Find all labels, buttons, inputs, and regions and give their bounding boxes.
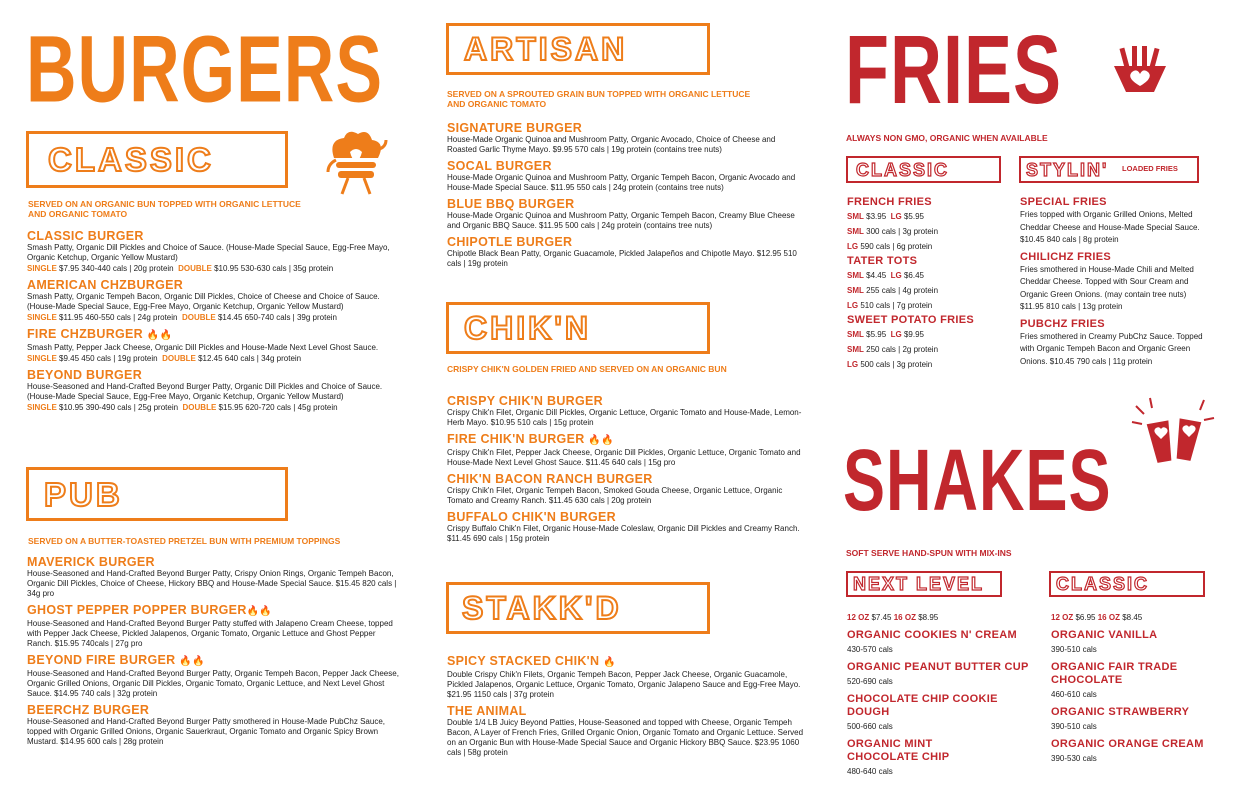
item-desc: Crispy Buffalo Chik'n Filet, Organic House-Made Coleslaw, Organic Dill Pickles and Creamy Ranch. $11.45 690 cals | 15g protein [447,524,800,543]
item-name: ORGANIC ORANGE CREAM [1051,738,1204,750]
item-name: FIRE CHZBURGER [27,327,144,341]
fire-icon: 🔥🔥 [179,656,205,667]
nutrition: 250 cals | 2g protein [866,345,939,354]
item-desc: House-Made Organic Quinoa and Mushroom Patty, Organic Tempeh Bacon, Organic Avocado and House-Made Special Sauce. $11.95 550 cals | 24g protein (contains tree nuts) [447,173,796,192]
list-item[interactable] [1020,196,1210,247]
double-label: DOUBLE [181,313,216,322]
item-name: SWEET POTATO FRIES [847,314,975,326]
shakes-tagline: SOFT SERVE HAND-SPUN WITH MIX-INS [846,548,1012,558]
item-desc: House-Seasoned and Hand-Crafted Beyond Burger Patty smothered in House-Made PubChz Sauce, topped with Organic Grilled Onions, Organic Sauerkraut, Organic Tomato and Organic Spicy Brown Mustard. $14.95 600 cals | 28g protein [27,717,385,746]
item-desc: House-Seasoned and Hand-Crafted Beyond Burger Patty, Organic Dill Pickles and Choice of Sauce. (House-Made Special Sauce, Egg-Free Mayo, Organic Ketchup, Organic Yellow Mustard) [27,382,383,401]
fries-classic-heading: CLASSIC [856,160,950,180]
nutrition: 255 cals | 4g protein [866,286,939,295]
size-label: SML [847,330,864,339]
size-label: SML [847,227,864,236]
artisan-tagline: SERVED ON A SPROUTED GRAIN BUN TOPPED WITH ORGANIC LETTUCE AND ORGANIC TOMATO [447,89,751,109]
next-level-heading: NEXT LEVEL [853,574,985,594]
item-desc: House-Made Organic Quinoa and Mushroom Patty, Organic Avocado, Choice of Cheese and Roasted Garlic Thyme Mayo. $9.95 570 cals | 19g protein (contains tree nuts) [447,135,776,154]
item-desc: Smash Patty, Organic Dill Pickles and Choice of Sauce. (House-Made Special Sauce, Egg-Free Mayo, Organic Ketchup, Organic Yellow Mustard) [27,243,390,262]
item-desc: Smash Patty, Organic Tempeh Bacon, Organic Dill Pickles, Choice of Cheese and Choice of Sauce. (House-Made Special Sauce, Egg-Free Mayo, Organic Ketchup, Organic Yellow Mustard) [27,292,380,311]
list-item[interactable] [447,654,807,700]
shake-cups-icon [1128,396,1218,468]
item-desc: House-Made Organic Quinoa and Mushroom Patty, Organic Tempeh Bacon, Creamy Blue Cheese and Organic BBQ Sauce. $11.95 500 cals | 24g protein (contains tree nuts) [447,211,795,230]
list-item[interactable] [847,314,1012,372]
list-item[interactable] [1051,738,1231,764]
nutrition: 300 cals | 3g protein [866,227,939,236]
item-desc: Smash Patty, Pepper Jack Cheese, Organic Dill Pickles and House-Made Next Level Ghost Sauce. [27,343,379,352]
item-name: CHOCOLATE CHIP COOKIE DOUGH [847,693,998,718]
item-cals: 480-640 cals [847,767,893,776]
size-label: 16 OZ [1097,613,1120,622]
chikn-tagline: CRISPY CHIK'N GOLDEN FRIED AND SERVED ON AN ORGANIC BUN [447,364,727,374]
list-item[interactable] [447,394,807,428]
nutrition: 590 cals | 6g protein [860,242,933,251]
shakes-classic-list [1051,610,1231,770]
list-item[interactable] [447,197,807,231]
item-desc: Fries smothered in Creamy PubChz Sauce. Topped with Organic Tempeh Bacon and Organic Green Onions. $10.45 790 cals | 11g protein [1020,331,1203,366]
item-cals: 430-570 cals [847,645,893,654]
single-label: SINGLE [27,264,57,273]
item-name: CHIPOTLE BURGER [447,235,573,249]
item-name: FIRE CHIK'N BURGER [447,432,585,446]
item-name: ORGANIC PEANUT BUTTER CUP [847,661,1029,673]
list-item[interactable] [447,432,807,468]
single-label: SINGLE [27,313,57,322]
item-name: ORGANIC STRAWBERRY [1051,706,1190,718]
classic-tagline: SERVED ON AN ORGANIC BUN TOPPED WITH ORGANIC LETTUCE AND ORGANIC TOMATO [28,199,301,219]
price: $3.95 [866,212,887,221]
price: $8.45 [1122,613,1143,622]
list-item[interactable] [27,278,407,323]
stakkd-list [447,654,807,762]
size-label: 12 OZ [1051,613,1074,622]
size-label: 12 OZ [847,613,870,622]
size-label: SML [847,271,864,280]
artisan-heading: ARTISAN [464,31,628,67]
item-desc: House-Seasoned and Hand-Crafted Beyond Burger Patty stuffed with Jalapeno Cream Cheese, topped with Pepper Jack Cheese, Pickled Jalapenos, Organic Tomato, Organic Lettuce and Ghost Pepper Ranch. $15.95 740cals | 27g pro [27,619,393,648]
single-label: SINGLE [27,354,57,363]
item-desc: Crispy Chik'n Filet, Organic Dill Pickles, Organic Lettuce, Organic Tomato and House-Made, Lemon-Herb Mayo. $10.95 510 cals | 15g protein [447,408,802,427]
item-desc: Double 1/4 LB Juicy Beyond Patties, House-Seasoned and topped with Cheese, Organic Tempeh Bacon, A Layer of French Fries, Grilled Organic Onion, Organic Tomato and Organic Lettuce. Served on an Organic Bun with House-Made Special Sauce and Organic Hickory BBQ Sauce. $23.95 1060 cals | 58g protein [447,718,804,757]
double-label: DOUBLE [182,403,217,412]
burger-mascot-icon [326,130,388,198]
item-name: CRISPY CHIK'N BURGER [447,394,603,408]
fries-heart-icon [1108,44,1172,96]
size-label: LG [890,212,902,221]
pub-burgers-list [27,555,402,751]
item-name: BEERCHZ BURGER [27,703,150,717]
list-item[interactable] [447,704,807,758]
item-name: ORGANIC MINT CHOCOLATE CHIP [847,738,950,763]
stakkd-heading: STAKK'D [462,590,622,626]
list-item[interactable] [27,555,402,599]
item-desc: Fries smothered in House-Made Chili and Melted Cheddar Cheese. Topped with Sour Cream and Organic Green Onions. (may contain tree nuts) $11.95 810 cals | 13g protein [1020,264,1194,311]
pub-tagline: SERVED ON A BUTTER-TOASTED PRETZEL BUN WITH PREMIUM TOPPINGS [28,536,341,546]
chikn-list [447,394,807,548]
double-price: $12.45 640 cals | 34g protein [198,354,302,363]
fries-stylin-list [1020,196,1210,372]
item-desc: Fries topped with Organic Grilled Onions, Melted Cheddar Cheese and House-Made Special Sauce. $10.45 840 cals | 8g protein [1020,210,1200,244]
list-item[interactable] [847,738,967,777]
chikn-heading: CHIK'N [464,310,591,346]
list-item[interactable] [27,229,407,274]
item-name: ORGANIC VANILLA [1051,629,1158,641]
fire-icon: 🔥🔥 [246,606,273,617]
single-price: $9.45 450 cals | 19g protein [59,354,158,363]
fries-stylin-subheading: LOADED FRIES [1122,164,1178,173]
fries-stylin-heading: STYLIN' [1026,160,1109,180]
item-desc: Double Crispy Chik'n Filets, Organic Tempeh Bacon, Pepper Jack Cheese, Organic Guacamole, Pickled Jalapenos, Organic Lettuce, Organic Tomato, Organic Jalapeno Sauce and Egg-Free Mayo. $21.95 1150 cals | 37g protein [447,670,801,699]
list-item[interactable] [847,661,1042,687]
item-name: BEYOND FIRE BURGER [27,653,176,667]
price: $6.45 [903,271,924,280]
double-price: $14.45 650-740 cals | 39g protein [217,313,338,322]
price: $7.45 [871,613,892,622]
list-item[interactable] [447,235,807,269]
item-name: FRENCH FRIES [847,196,932,208]
item-name: ORGANIC FAIR TRADE CHOCOLATE [1051,661,1178,686]
item-desc: House-Seasoned and Hand-Crafted Beyond Burger Patty, Organic Tempeh Bacon, Pepper Jack Cheese, Organic Grilled Onions, Organic Dill Pickles, Organic Tomato, Organic Lettuce, and Next Level Ghost Sauce. $14.95 740 cals | 32g protein [27,669,399,698]
list-item[interactable] [27,327,407,364]
list-item[interactable] [1020,251,1210,314]
list-item[interactable] [27,653,402,699]
item-cals: 520-690 cals [847,677,893,686]
price: $9.95 [903,330,924,339]
item-name: THE ANIMAL [447,704,527,718]
pub-heading: PUB [44,476,123,513]
item-name: MAVERICK BURGER [27,555,155,569]
item-cals: 390-510 cals [1051,645,1097,654]
price: $5.95 [903,212,924,221]
list-item[interactable] [1051,629,1231,655]
single-label: SINGLE [27,403,57,412]
item-desc: House-Seasoned and Hand-Crafted Beyond Burger Patty, Crispy Onion Rings, Organic Tempeh Bacon, Organic Dill Pickles, Choice of Cheese, Hickory BBQ and House-Made Special Sauce. $15.45 820 cals | 34g pro [27,569,397,598]
item-desc: Crispy Chik'n Filet, Organic Tempeh Bacon, Smoked Gouda Cheese, Organic Lettuce, Organic Tomato and Creamy Ranch. $11.45 630 cals | 20g protein [447,486,783,505]
item-name: CHILICHZ FRIES [1020,250,1111,263]
artisan-list [447,121,807,273]
item-cals: 500-660 cals [847,722,893,731]
price: $6.95 [1075,613,1096,622]
item-name: SIGNATURE BURGER [447,121,583,135]
list-item[interactable] [847,196,1012,254]
item-name: SPICY STACKED CHIK'N [447,654,600,668]
shakes-classic-heading: CLASSIC [1056,574,1150,594]
burgers-title: BURGERS [26,16,384,122]
item-name: TATER TOTS [847,255,918,267]
item-name: PUBCHZ FRIES [1020,317,1105,330]
size-label: SML [847,286,864,295]
item-desc: Crispy Chik'n Filet, Pepper Jack Cheese, Organic Dill Pickles, Organic Lettuce, Organic Tomato and House-Made Next Level Ghost Sauce. $11.45 640 cals | 15g pro [447,448,801,467]
item-name: BLUE BBQ BURGER [447,197,575,211]
fire-icon: 🔥🔥 [588,435,614,446]
price: $5.95 [866,330,887,339]
classic-heading: CLASSIC [48,141,214,178]
item-name: SOCAL BURGER [447,159,552,173]
fire-icon: 🔥🔥 [146,330,173,341]
item-desc: Chipotle Black Bean Patty, Organic Guacamole, Pickled Jalapeños and Chipotle Mayo. $12.95 510 cals | 19g protein [447,249,797,268]
list-item[interactable] [27,603,402,649]
list-item[interactable] [1051,706,1231,732]
size-label: LG [847,360,859,369]
double-label: DOUBLE [162,354,196,363]
item-name: AMERICAN CHZBURGER [27,278,184,292]
item-cals: 460-610 cals [1051,690,1097,699]
fries-tagline: ALWAYS NON GMO, ORGANIC WHEN AVAILABLE [846,133,1048,143]
size-label: LG [890,271,902,280]
fire-icon: 🔥 [603,657,616,668]
list-item[interactable] [1051,661,1191,700]
size-label: LG [890,330,902,339]
item-name: BEYOND BURGER [27,368,143,382]
single-price: $10.95 390-490 cals | 25g protein [59,403,179,412]
double-label: DOUBLE [178,264,212,273]
price: $8.95 [918,613,939,622]
size-label: SML [847,345,864,354]
price: $4.45 [866,271,887,280]
size-label: 16 OZ [893,613,916,622]
list-item[interactable] [1020,318,1210,369]
list-item[interactable] [27,368,407,413]
nutrition: 510 cals | 7g protein [860,301,933,310]
fries-title: FRIES [845,16,1063,125]
classic-burgers-list [27,229,407,417]
list-item[interactable] [847,629,1042,655]
size-label: LG [847,242,859,251]
list-item[interactable] [447,510,807,544]
list-item[interactable] [447,472,807,506]
item-cals: 390-510 cals [1051,722,1097,731]
double-price: $15.95 620-720 cals | 45g protein [218,403,338,412]
item-name: ORGANIC COOKIES N' CREAM [847,629,1017,641]
size-label: SML [847,212,864,221]
list-item[interactable] [847,693,1042,732]
item-name: SPECIAL FRIES [1020,196,1107,208]
next-level-list [847,610,1042,783]
item-name: GHOST PEPPER POPPER BURGER [27,603,247,617]
nutrition: 500 cals | 3g protein [860,360,933,369]
item-name: CLASSIC BURGER [27,229,144,243]
single-price: $7.95 340-440 cals | 20g protein [59,264,174,273]
list-item[interactable] [447,159,807,193]
item-name: BUFFALO CHIK'N BURGER [447,510,616,524]
list-item[interactable] [847,255,1012,313]
shakes-title: SHAKES [843,432,1112,530]
list-item[interactable] [447,121,807,155]
item-name: CHIK'N BACON RANCH BURGER [447,472,653,486]
list-item[interactable] [27,703,402,747]
single-price: $11.95 460-550 cals | 24g protein [59,313,178,322]
double-price: $10.95 530-630 cals | 35g protein [214,264,334,273]
fries-classic-list [847,196,1012,373]
size-label: LG [847,301,859,310]
item-cals: 390-530 cals [1051,754,1097,763]
